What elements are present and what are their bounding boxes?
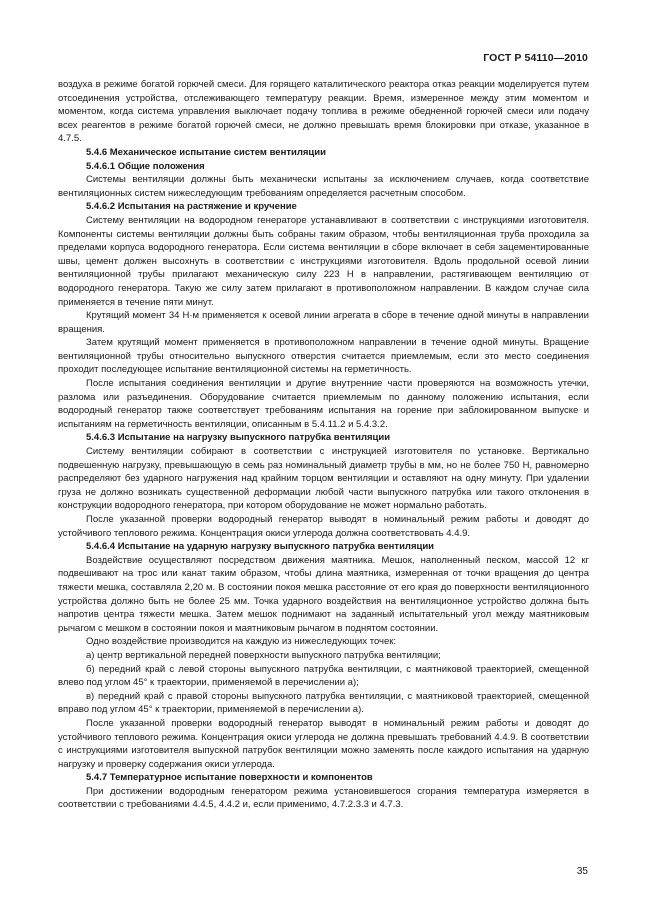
list-item: в) передний край с правой стороны выпускного патрубка вентиляции, с маятниковой траекторией, смещенной вправо под углом 45° к траектории, применяемой в перечислении а). bbox=[58, 690, 589, 716]
paragraph: После указанной проверки водородный генератор выводят в номинальный режим работы и доводят до устойчивого теплового режима. Концентрация окиси углерода должна соответствовать 4.4.9. bbox=[58, 514, 589, 539]
document-code: ГОСТ Р 54110—2010 bbox=[483, 52, 588, 64]
document-body bbox=[58, 78, 589, 812]
paragraph: Одно воздействие производится на каждую из нижеследующих точек: bbox=[86, 636, 397, 648]
section-heading: 5.4.7 Температурное испытание поверхности и компонентов bbox=[86, 772, 373, 784]
paragraph: После испытания соединения вентиляции и другие внутренние части проверяются на возможность утечки, разлома или разъединения. Оборудование считается приемлемым по данному положению испытания, если водородный генератор также соответствует требованиям испытания на горение при заблокированном выпуске и испытаниям на герметичность вентиляции, описанным в 5.4.11.2 и 5.4.3.2. bbox=[58, 378, 589, 430]
paragraph: После указанной проверки водородный генератор выводят в номинальный режим работы и доводят до устойчивого теплового режима. Концентрация окиси углерода не должна превышать требований 4.4.9. В соответствии с инструкциями изготовителя выпускной патрубок вентиляции можно заменять после каждого испытания на ударную нагрузку и проверку содержания окиси углерода. bbox=[58, 717, 589, 770]
section-heading: 5.4.6.2 Испытания на растяжение и кручение bbox=[86, 201, 297, 213]
paragraph: Затем крутящий момент применяется в противоположном направлении в течение одной минуты. Вращение вентиляционной трубы относительно выпускного отверстия считается приемлемым, если это место соединения проходит последующее испытание вентиляционной системы на герметичность. bbox=[58, 337, 589, 376]
paragraph: Крутящий момент 34 Н·м применяется к осевой линии агрегата в сборе в течение одной минуты в направлении вращения. bbox=[58, 310, 589, 335]
paragraph: воздуха в режиме богатой горючей смеси. Для горящего каталитического реактора отказ реакции моделируется путем отсоединения устройства, отслеживающего температуру реакции. Время, измеренное между этим моментом и моментом, когда система управления выключает подачу топлива в режиме обедненной горючей смеси или подачу всех реагентов в режиме богатой горючей смеси, не должно превышать время блокировки при отказе, указанное в 4.7.5. bbox=[58, 79, 589, 145]
section-heading: 5.4.6.3 Испытание на нагрузку выпускного патрубка вентиляции bbox=[86, 432, 391, 444]
section-heading: 5.4.6.4 Испытание на ударную нагрузку выпускного патрубка вентиляции bbox=[86, 541, 435, 553]
paragraph: Систему вентиляции собирают в соответствии с инструкцией изготовителя по установке. Вертикально подвешенную нагрузку, превышающую в семь раз номинальный диаметр трубы в мм, но не более 750 Н, равномерно распределяют без ударного нагружения над крайним торцом вентиляции и оставляют на одну минуту. При удалении груза не должно возникать существенной деформации любой части выпускного патрубка или такого отклонения в конструкции водородного генератора, при котором оборудование не может нормально работать. bbox=[58, 446, 589, 512]
list-item: б) передний край с левой стороны выпускного патрубка вентиляции, с маятниковой траекторией, смещенной влево под углом 45° к траектории, применяемой в перечислении а); bbox=[58, 663, 589, 689]
paragraph: Систему вентиляции на водородном генераторе устанавливают в соответствии с инструкциями изготовителя. Компоненты системы вентиляции должны быть собраны таким образом, чтобы вентиляционная труба проходила за пределами корпуса водородного генератора. Если система вентиляции в сборе включает в себя зацементированные швы, цемент должен высохнуть в соответствии с инструкциями изготовителя. Вдоль продольной осевой линии вентиляционной трубы прилагают механическую силу 223 Н в направлении, растягивающем вентиляцию от водородного генератора. Такую же силу затем прилагают в противоположном направлении. В каждом случае сила применяется в течение пяти минут. bbox=[58, 214, 589, 308]
paragraph: Системы вентиляции должны быть механически испытаны за исключением случаев, когда соответствие вентиляционных систем нижеследующим требованиям определяется расчетным способом. bbox=[58, 174, 589, 199]
page-number: 35 bbox=[576, 866, 588, 877]
list-item: а) центр вертикальной передней поверхности выпускного патрубка вентиляции; bbox=[86, 649, 441, 661]
section-heading: 5.4.6.1 Общие положения bbox=[86, 160, 205, 172]
paragraph: При достижении водородным генератором режима установившегося сгорания температура измеряется в соответствии с требованиями 4.4.5, 4.4.2 и, если применимо, 4.7.2.3.3 и 4.7.3. bbox=[58, 785, 589, 811]
section-heading: 5.4.6 Механическое испытание систем вентиляции bbox=[86, 146, 326, 158]
paragraph: Воздействие осуществляют посредством движения маятника. Мешок, наполненный песком, массой 12 кг подвешивают на трос или канат таким образом, чтобы длина маятника, измеренная от точки вращения до центра тяжести мешка, составляла 2,20 м. В состоянии покоя мешка расстояние от его края до поверхности вентиляционного устройства должно быть не более 25 мм. Точка ударного воздействия на вентиляционное устройство должна быть напротив центра тяжести мешка. Затем мешок поднимают на заданный испытательный угол между маятниковым рычагом с мешком в состоянии покоя и маятниковым рычагом в поднятом состоянии. bbox=[58, 554, 589, 634]
